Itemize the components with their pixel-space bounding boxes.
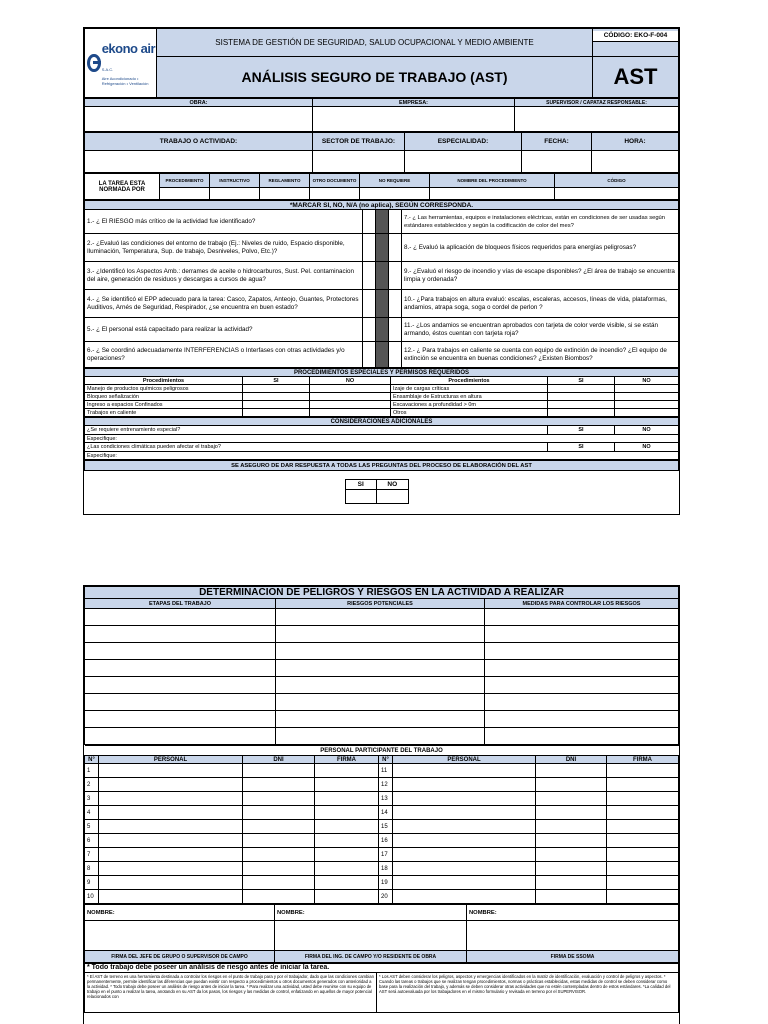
personnel-dni-cell[interactable] <box>243 778 315 792</box>
row-number: 16 <box>379 834 393 848</box>
climate-question: ¿Las condiciones climáticas pueden afectar el trabajo? <box>85 443 548 452</box>
ast-badge: AST <box>593 57 679 98</box>
proc-no-cell[interactable] <box>615 393 679 401</box>
riesgo-cell[interactable] <box>276 660 485 677</box>
riesgo-cell[interactable] <box>276 677 485 694</box>
ekonoair-logo-icon <box>87 54 101 72</box>
checklist-q3: 3.- ¿Identificó los Aspectos Amb.: derrames de aceite o hidrocarburos, Sust. Pel. contaminacion del aire, generación de residuos y descargas a cursos de agua? <box>85 262 363 290</box>
checklist-table <box>84 200 679 368</box>
personnel-firma-cell[interactable] <box>607 764 679 778</box>
q11-answer[interactable] <box>389 318 402 342</box>
proc-left-0: Manejo de productos químicos peligrosos <box>85 385 243 393</box>
medida-cell[interactable] <box>485 677 679 694</box>
personnel-dni-cell[interactable] <box>536 834 607 848</box>
si-col-right: SI <box>548 377 615 385</box>
normada-procedimiento-check[interactable] <box>160 188 210 200</box>
row-number: 17 <box>379 848 393 862</box>
personnel-table <box>84 745 679 904</box>
proc-si-cell[interactable] <box>548 409 615 417</box>
supervisor-field[interactable] <box>515 107 679 132</box>
row-number: 5 <box>85 820 99 834</box>
personnel-dni-cell[interactable] <box>536 848 607 862</box>
notes-table <box>84 963 679 1013</box>
personnel-row <box>85 792 679 806</box>
checklist-divider <box>376 290 389 318</box>
final-statement: SE ASEGURO DE DAR RESPUESTA A TODAS LAS PREGUNTAS DEL PROCESO DE ELABORACIÓN DEL AST <box>85 461 679 471</box>
q10-answer[interactable] <box>389 290 402 318</box>
checklist-q7: 7.- ¿ Las herramientas, equipos e instalaciones eléctricas, están en condiciones de ser usadas según estándares establecidos y según la codificación de color del mes? <box>402 210 679 234</box>
personnel-row <box>85 764 679 778</box>
normada-no-requiere-check[interactable] <box>360 188 430 200</box>
checklist-divider <box>376 210 389 234</box>
row-number: 19 <box>379 876 393 890</box>
riesgo-cell[interactable] <box>276 626 485 643</box>
checklist-q11: 11.- ¿Los andamios se encuentran aprobados con tarjeta de color verde visible, si se están armando, éstos cuentan con tarjeta roja? <box>402 318 679 342</box>
row-number: 9 <box>85 876 99 890</box>
personnel-dni-cell[interactable] <box>536 820 607 834</box>
personnel-col-num: N° <box>379 756 393 764</box>
personnel-firma-cell[interactable] <box>607 820 679 834</box>
special-procedures-title: PROCEDIMIENTOS ESPECIALES Y PERMISOS REQUERIDOS <box>85 369 679 377</box>
personnel-firma-cell[interactable] <box>607 890 679 904</box>
signature-label-3: FIRMA DE SSOMA <box>467 951 679 963</box>
proc-right-1: Ensamblaje de Estructuras en altura <box>391 393 548 401</box>
personnel-name-cell[interactable] <box>99 834 243 848</box>
personnel-rows <box>85 764 679 904</box>
empresa-field[interactable] <box>313 107 515 132</box>
personnel-firma-cell[interactable] <box>315 778 379 792</box>
sector-field[interactable] <box>313 151 405 173</box>
row-number: 13 <box>379 792 393 806</box>
q7-answer[interactable] <box>389 210 402 234</box>
checklist-q6: 6.- ¿ Se coordinó adecuadamente INTERFERENCIAS o Interfases con otras actividades y/o operaciones? <box>85 342 363 368</box>
proc-si-cell[interactable] <box>243 401 310 409</box>
personnel-firma-cell[interactable] <box>607 848 679 862</box>
fecha-label: FECHA: <box>522 133 592 151</box>
row-number: 18 <box>379 862 393 876</box>
row-number: 10 <box>85 890 99 904</box>
riesgo-cell[interactable] <box>276 694 485 711</box>
checklist-q8: 8.- ¿ Evaluó la aplicación de bloqueos físicos requeridos para energías peligrosas? <box>402 234 679 262</box>
personnel-row <box>85 848 679 862</box>
checklist-q1: 1.- ¿ El RIESGO más crítico de la actividad fue identificado? <box>85 210 363 234</box>
medida-cell[interactable] <box>485 694 679 711</box>
personnel-firma-cell[interactable] <box>315 890 379 904</box>
personnel-dni-cell[interactable] <box>536 876 607 890</box>
document-title: ANÁLISIS SEGURO DE TRABAJO (AST) <box>157 57 593 98</box>
personnel-dni-cell[interactable] <box>243 848 315 862</box>
personnel-dni-cell[interactable] <box>243 764 315 778</box>
medida-cell[interactable] <box>485 660 679 677</box>
signature-label-2: FIRMA DEL ING. DE CAMPO Y/O RESIDENTE DE OBRA <box>275 951 467 963</box>
row-number: 2 <box>85 778 99 792</box>
final-no-box[interactable] <box>377 490 409 504</box>
q12-answer[interactable] <box>389 342 402 368</box>
personnel-name-cell[interactable] <box>393 806 536 820</box>
personnel-dni-cell[interactable] <box>243 862 315 876</box>
normada-col-instructivo: INSTRUCTIVO <box>210 174 260 188</box>
personnel-dni-cell[interactable] <box>536 792 607 806</box>
q8-answer[interactable] <box>389 234 402 262</box>
personnel-name-cell[interactable] <box>99 792 243 806</box>
personnel-row <box>85 862 679 876</box>
proc-left-2: Ingreso a espacios Confinados <box>85 401 243 409</box>
normada-col-nombre: NOMBRE DEL PROCEDIMIENTO <box>430 174 555 188</box>
proc-col-left: Procedimientos <box>85 377 243 385</box>
personnel-name-cell[interactable] <box>393 890 536 904</box>
normada-codigo-field[interactable] <box>555 188 679 200</box>
climate-no[interactable]: NO <box>615 443 679 452</box>
personnel-dni-cell[interactable] <box>243 876 315 890</box>
q4-answer[interactable] <box>363 290 376 318</box>
personnel-row <box>85 820 679 834</box>
personnel-dni-cell[interactable] <box>243 792 315 806</box>
proc-no-cell[interactable] <box>310 409 391 417</box>
personnel-dni-cell[interactable] <box>536 862 607 876</box>
obra-label: OBRA: <box>85 99 313 107</box>
q9-answer[interactable] <box>389 262 402 290</box>
personnel-col-name: PERSONAL <box>393 756 536 764</box>
normada-nombre-field[interactable] <box>430 188 555 200</box>
si-col-left: SI <box>243 377 310 385</box>
personnel-name-cell[interactable] <box>99 778 243 792</box>
personnel-col-dni: DNI <box>536 756 607 764</box>
hazards-title: DETERMINACION DE PELIGROS Y RIESGOS EN LA ACTIVIDAD A REALIZAR <box>85 587 679 599</box>
normada-col-codigo: CÓDIGO <box>555 174 679 188</box>
checklist-divider <box>376 234 389 262</box>
personnel-name-cell[interactable] <box>393 792 536 806</box>
proc-si-cell[interactable] <box>548 385 615 393</box>
q1-answer[interactable] <box>363 210 376 234</box>
training-specify[interactable]: Especifique: <box>85 435 679 443</box>
proc-col-right: Procedimientos <box>391 377 548 385</box>
checklist-q10: 10.- ¿Para trabajos en altura evaluó: escalas, escaleras, accesos, líneas de vida, plataformas, andamios, atrapa soga, soga o cordel de perlon ? <box>402 290 679 318</box>
personnel-dni-cell[interactable] <box>243 806 315 820</box>
personnel-firma-cell[interactable] <box>315 806 379 820</box>
checklist-q9: 9.- ¿Evaluó el riesgo de incendio y vías de escape disponibles? ¿El área de trabajo se encuentra limpia y ordenada? <box>402 262 679 290</box>
proc-no-cell[interactable] <box>310 393 391 401</box>
climate-specify[interactable]: Especifique: <box>85 452 679 460</box>
personnel-name-cell[interactable] <box>99 876 243 890</box>
checklist-divider <box>376 342 389 368</box>
personnel-name-cell[interactable] <box>393 778 536 792</box>
personnel-firma-cell[interactable] <box>607 834 679 848</box>
personnel-name-cell[interactable] <box>393 862 536 876</box>
especialidad-label: ESPECIALIDAD: <box>405 133 522 151</box>
logo-tagline: Aire Acondicionado • Refrigeración • Ventilación <box>101 76 149 86</box>
proc-no-cell[interactable] <box>310 385 391 393</box>
row-number: 6 <box>85 834 99 848</box>
personnel-title: PERSONAL PARTICIPANTE DEL TRABAJO <box>85 746 679 756</box>
notes-headline: * Todo trabajo debe poseer un análisis de riesgo antes de iniciar la tarea. <box>85 964 679 973</box>
personnel-dni-cell[interactable] <box>536 764 607 778</box>
personnel-name-cell[interactable] <box>393 848 536 862</box>
logo-text: ekono air <box>101 41 155 56</box>
risks-page <box>83 585 680 1024</box>
hazards-col-etapas: ETAPAS DEL TRABAJO <box>85 599 276 609</box>
riesgo-cell[interactable] <box>276 728 485 745</box>
personnel-firma-cell[interactable] <box>607 806 679 820</box>
personnel-name-cell[interactable] <box>99 820 243 834</box>
row-number: 20 <box>379 890 393 904</box>
especialidad-field[interactable] <box>405 151 522 173</box>
final-answer-box <box>345 479 409 504</box>
training-si[interactable]: SI <box>548 426 615 435</box>
personnel-firma-cell[interactable] <box>607 792 679 806</box>
row-number: 12 <box>379 778 393 792</box>
obra-field[interactable] <box>85 107 313 132</box>
logo <box>85 29 157 98</box>
personnel-row <box>85 806 679 820</box>
personnel-col-dni: DNI <box>243 756 315 764</box>
no-col-right: NO <box>615 377 679 385</box>
normada-label: LA TAREA ESTA NORMADA POR <box>85 174 160 200</box>
normada-otro-check[interactable] <box>310 188 360 200</box>
proc-si-cell[interactable] <box>243 393 310 401</box>
general-info-table <box>84 98 679 132</box>
proc-si-cell[interactable] <box>243 409 310 417</box>
nombre-2: NOMBRE: <box>275 905 467 921</box>
signatures-table <box>84 904 679 963</box>
final-si-label: SI <box>345 480 377 490</box>
personnel-row <box>85 778 679 792</box>
q5-answer[interactable] <box>363 318 376 342</box>
etapa-cell[interactable] <box>85 660 276 677</box>
etapa-cell[interactable] <box>85 626 276 643</box>
special-procedures-table <box>84 368 679 417</box>
nombre-3: NOMBRE: <box>467 905 679 921</box>
hazards-col-riesgos: RIESGOS POTENCIALES <box>276 599 485 609</box>
proc-si-cell[interactable] <box>548 393 615 401</box>
personnel-name-cell[interactable] <box>99 890 243 904</box>
row-number: 8 <box>85 862 99 876</box>
personnel-name-cell[interactable] <box>393 764 536 778</box>
row-number: 11 <box>379 764 393 778</box>
climate-si[interactable]: SI <box>548 443 615 452</box>
work-info-table <box>84 132 679 173</box>
normada-reglamento-check[interactable] <box>260 188 310 200</box>
additional-considerations-table <box>84 417 679 460</box>
row-number: 14 <box>379 806 393 820</box>
etapa-cell[interactable] <box>85 609 276 626</box>
riesgo-cell[interactable] <box>276 643 485 660</box>
supervisor-label: SUPERVISOR / CAPATAZ RESPONSABLE: <box>515 99 679 107</box>
personnel-dni-cell[interactable] <box>243 834 315 848</box>
normada-col-no-requiere: NO REQUIERE <box>360 174 430 188</box>
personnel-col-firma: FIRMA <box>607 756 679 764</box>
personnel-firma-cell[interactable] <box>607 778 679 792</box>
medida-cell[interactable] <box>485 643 679 660</box>
personnel-firma-cell[interactable] <box>315 834 379 848</box>
personnel-col-num: N° <box>85 756 99 764</box>
system-title: SISTEMA DE GESTIÓN DE SEGURIDAD, SALUD OCUPACIONAL Y MEDIO AMBIENTE <box>157 29 593 57</box>
header-table <box>84 28 679 98</box>
etapa-cell[interactable] <box>85 711 276 728</box>
row-number: 7 <box>85 848 99 862</box>
signature-box-1[interactable] <box>85 921 275 951</box>
checklist-q2: 2.- ¿Evaluó las condiciones del entorno de trabajo (Ej.: Niveles de ruido, Espacio disponible, Iluminación, Temperatura, Sup. de trabajo, Desniveles, Polvo, Etc.)? <box>85 234 363 262</box>
final-si-box[interactable] <box>345 490 377 504</box>
personnel-dni-cell[interactable] <box>243 820 315 834</box>
proc-no-cell[interactable] <box>615 409 679 417</box>
medida-cell[interactable] <box>485 711 679 728</box>
personnel-name-cell[interactable] <box>393 876 536 890</box>
no-col-left: NO <box>310 377 391 385</box>
proc-right-3: Otros <box>391 409 548 417</box>
fecha-field[interactable] <box>522 151 592 173</box>
normada-col-reglamento: REGLAMENTO <box>260 174 310 188</box>
personnel-name-cell[interactable] <box>393 834 536 848</box>
sector-label: SECTOR DE TRABAJO: <box>313 133 405 151</box>
trabajo-field[interactable] <box>85 151 313 173</box>
signature-box-3[interactable] <box>467 921 679 951</box>
q2-answer[interactable] <box>363 234 376 262</box>
training-no[interactable]: NO <box>615 426 679 435</box>
code-badge-cell <box>593 29 679 57</box>
personnel-firma-cell[interactable] <box>315 862 379 876</box>
personnel-name-cell[interactable] <box>99 806 243 820</box>
normada-instructivo-check[interactable] <box>210 188 260 200</box>
proc-no-cell[interactable] <box>615 385 679 393</box>
medida-cell[interactable] <box>485 609 679 626</box>
final-check-table <box>84 460 679 513</box>
checklist-q5: 5.- ¿ El personal está capacitado para realizar la actividad? <box>85 318 363 342</box>
etapa-cell[interactable] <box>85 694 276 711</box>
medida-cell[interactable] <box>485 728 679 745</box>
riesgo-cell[interactable] <box>276 711 485 728</box>
hora-field[interactable] <box>592 151 679 173</box>
personnel-dni-cell[interactable] <box>536 890 607 904</box>
personnel-name-cell[interactable] <box>99 862 243 876</box>
proc-left-1: Bloqueo señalización <box>85 393 243 401</box>
normada-col-procedimiento: PROCEDIMIENTO <box>160 174 210 188</box>
empresa-label: EMPRESA: <box>313 99 515 107</box>
personnel-row <box>85 834 679 848</box>
personnel-col-firma: FIRMA <box>315 756 379 764</box>
checklist-title: *MARCAR SI, NO, N/A (no aplica), SEGÚN CORRESPONDA. <box>85 201 679 210</box>
logo-suffix: S.A.C. <box>101 67 114 72</box>
signature-label-1: FIRMA DEL JEFE DE GRUPO O SUPERVISOR DE CAMPO <box>85 951 275 963</box>
personnel-name-cell[interactable] <box>393 820 536 834</box>
trabajo-label: TRABAJO O ACTIVIDAD: <box>85 133 313 151</box>
riesgo-cell[interactable] <box>276 609 485 626</box>
personnel-dni-cell[interactable] <box>536 778 607 792</box>
personnel-firma-cell[interactable] <box>315 764 379 778</box>
normada-table <box>84 173 679 200</box>
ast-form-page <box>83 27 680 515</box>
nombre-1: NOMBRE: <box>85 905 275 921</box>
personnel-row <box>85 876 679 890</box>
proc-no-cell[interactable] <box>310 401 391 409</box>
medida-cell[interactable] <box>485 626 679 643</box>
personnel-name-cell[interactable] <box>99 848 243 862</box>
personnel-name-cell[interactable] <box>99 764 243 778</box>
notes-right: * Los AST deben considerar los peligros, aspectos y emergencias identificados en la matriz de identificación, evaluación y control de peligros y aspectos. * Cuando las tareas o trabajos que se realizan tengan procedimientos, normas o prácticas establecidas, estas medidas de control se deben considerar como base para la realización del trabajo, y además se deben considerar otras actividades que no estén contempladas dentro de estos estándares. *La calidad del AST será autoevaluada por los trabajadores en el mismo formulario y revisada en terreno por el SUPERVISOR. <box>377 973 679 1013</box>
signature-box-2[interactable] <box>275 921 467 951</box>
final-no-label: NO <box>377 480 409 490</box>
proc-si-cell[interactable] <box>548 401 615 409</box>
notes-left: * El AST de terreno es una herramienta destinada a controlar los riesgos en el punto de trabajo para y por el trabajador, dado que las condiciones cambian permanentemente, permite identificar las diferencias que puedan existir con respecto a procedimientos u otros documentos generados con anterioridad a la actividad. * Todo trabajo debe poseer un análisis de riesgo antes de iniciar la tarea. * Para realizar una actividad, usted debe reunirse con su equipo de trabajo en el punto a realizar la tarea, anotando en su AST da los pasos, los riesgos y las medidas de control, enfatizando en aquellos de mayor potencial relacionados con <box>85 973 377 1013</box>
checklist-q4: 4.- ¿ Se identificó el EPP adecuado para la tarea: Casco, Zapatos, Anteojo, Guantes, Protectores Auditivos, Arnés de Seguridad, Respirador, ¿se encuentra en buen estado? <box>85 290 363 318</box>
document-code: CÓDIGO: EKO-F-004 <box>593 31 678 42</box>
personnel-firma-cell[interactable] <box>315 848 379 862</box>
personnel-dni-cell[interactable] <box>243 890 315 904</box>
etapa-cell[interactable] <box>85 728 276 745</box>
q3-answer[interactable] <box>363 262 376 290</box>
proc-left-3: Trabajos en caliente <box>85 409 243 417</box>
etapa-cell[interactable] <box>85 643 276 660</box>
etapa-cell[interactable] <box>85 677 276 694</box>
personnel-firma-cell[interactable] <box>315 820 379 834</box>
row-number: 3 <box>85 792 99 806</box>
hazards-table <box>84 586 679 745</box>
personnel-dni-cell[interactable] <box>536 806 607 820</box>
hazards-col-medidas: MEDIDAS PARA CONTROLAR LOS RIESGOS <box>485 599 679 609</box>
checklist-divider <box>376 318 389 342</box>
personnel-col-name: PERSONAL <box>99 756 243 764</box>
personnel-firma-cell[interactable] <box>607 862 679 876</box>
checklist-divider <box>376 262 389 290</box>
training-question: ¿Se requiere entrenamiento especial? <box>85 426 548 435</box>
checklist-q12: 12.- ¿ Para trabajos en caliente se cuenta con equipo de extinción de incendio? ¿El equipo de extinción se encuentra en buenas condiciones? ¿Existen Biombos? <box>402 342 679 368</box>
row-number: 1 <box>85 764 99 778</box>
row-number: 15 <box>379 820 393 834</box>
hora-label: HORA: <box>592 133 679 151</box>
normada-col-otro: OTRO DOCUMENTO <box>310 174 360 188</box>
personnel-row <box>85 890 679 904</box>
row-number: 4 <box>85 806 99 820</box>
q6-answer[interactable] <box>363 342 376 368</box>
personnel-firma-cell[interactable] <box>607 876 679 890</box>
proc-right-2: Excavaciones a profundidad > 0m <box>391 401 548 409</box>
proc-no-cell[interactable] <box>615 401 679 409</box>
personnel-firma-cell[interactable] <box>315 876 379 890</box>
proc-si-cell[interactable] <box>243 385 310 393</box>
additional-title: CONSIDERACIONES ADICIONALES <box>85 418 679 426</box>
proc-right-0: Izaje de cargas críticas <box>391 385 548 393</box>
final-answer-area <box>85 471 679 513</box>
personnel-firma-cell[interactable] <box>315 792 379 806</box>
